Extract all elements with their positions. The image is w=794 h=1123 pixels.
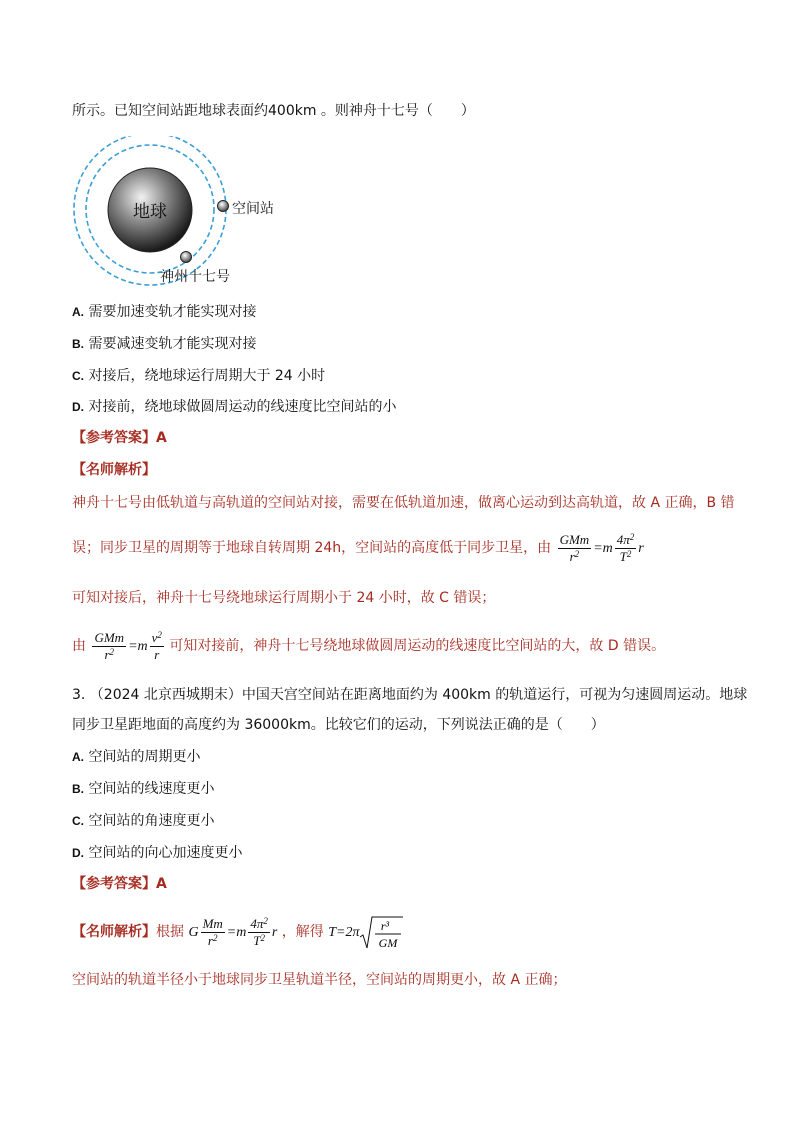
formula-velocity: $\frac{\text{GMm}}{r^2}$ =m $\frac{v^2}{r}$ <box>94 630 162 663</box>
svg-text:r³: r³ <box>381 918 390 933</box>
q3-analysis-line1: 【名师解析】根据 G $\frac{Mm}{r^2}$ =m $\frac{4\pi^2}{T^2}$ r ，解得 T=2π r³ GM <box>72 912 403 953</box>
q3-analysis-line2: 空间站的轨道半径小于地球同步卫星轨道半径，空间站的周期更小，故 A 正确； <box>72 972 567 988</box>
q3-option-b: B. 空间站的线速度更小 <box>72 781 215 797</box>
q2-analysis-line2: 误；同步卫星的周期等于地球自转周期 24h，空间站的高度低于同步卫星，由 $\frac{\text{GMm}}{r^2}$ =m $\frac{4\pi^2}{T^2}$ r <box>72 532 644 565</box>
q3-stem-line2: 同步卫星距地面的高度约为 36000km。比较它们的运动，下列说法正确的是（ ） <box>72 717 605 733</box>
craft-dot <box>181 252 192 263</box>
q2-answer: 【参考答案】A <box>72 430 167 446</box>
q2-analysis-label: 【名师解析】 <box>72 462 156 478</box>
q2-stem: 所示。已知空间站距地球表面约400km 。则神舟十七号（ ） <box>72 103 475 119</box>
svg-text:GM: GM <box>379 935 398 950</box>
formula-period: $\frac{\text{GMm}}{r^2}$ =m $\frac{4\pi^2}{T^2}$ r <box>559 532 644 565</box>
q3-option-d: D. 空间站的向心加速度更小 <box>72 845 243 861</box>
formula-gravity: G $\frac{Mm}{r^2}$ =m $\frac{4\pi^2}{T^2}$ r <box>188 916 278 949</box>
q2-analysis-line1: 神舟十七号由低轨道与高轨道的空间站对接，需要在低轨道加速，做离心运动到达高轨道，故 A 正确，B 错 <box>72 495 735 511</box>
q3-stem-line1: 3. （2024 北京西城期末）中国天宫空间站在距离地面约为 400km 的轨道运行，可视为匀速圆周运动。地球 <box>72 687 748 703</box>
q2-analysis-line4: 由 $\frac{\text{GMm}}{r^2}$ =m $\frac{v^2}{r}$ 可知对接前，神舟十七号绕地球做圆周运动的线速度比空间站的大，故 D 错误。 <box>72 630 666 663</box>
q2-option-d: D. 对接前，绕地球做圆周运动的线速度比空间站的小 <box>72 399 397 415</box>
q3-answer: 【参考答案】A <box>72 876 167 892</box>
q2-option-a: A. 需要加速变轨才能实现对接 <box>72 304 257 320</box>
earth-label: 地球 <box>133 202 167 222</box>
q3-option-c: C. 空间站的角速度更小 <box>72 813 215 829</box>
q2-option-c: C. 对接后，绕地球运行周期大于 24 小时 <box>72 368 326 384</box>
craft-label: 神州十七号 <box>160 269 230 285</box>
station-label: 空间站 <box>232 201 274 217</box>
station-dot <box>218 201 229 212</box>
q2-option-b: B. 需要减速变轨才能实现对接 <box>72 336 257 352</box>
q2-analysis-line3: 可知对接后，神舟十七号绕地球运行周期小于 24 小时，故 C 错误； <box>72 590 496 606</box>
formula-period-solution: T=2π r³ GM <box>328 925 403 940</box>
orbit-diagram <box>70 136 290 286</box>
q3-option-a: A. 空间站的周期更小 <box>72 749 201 765</box>
